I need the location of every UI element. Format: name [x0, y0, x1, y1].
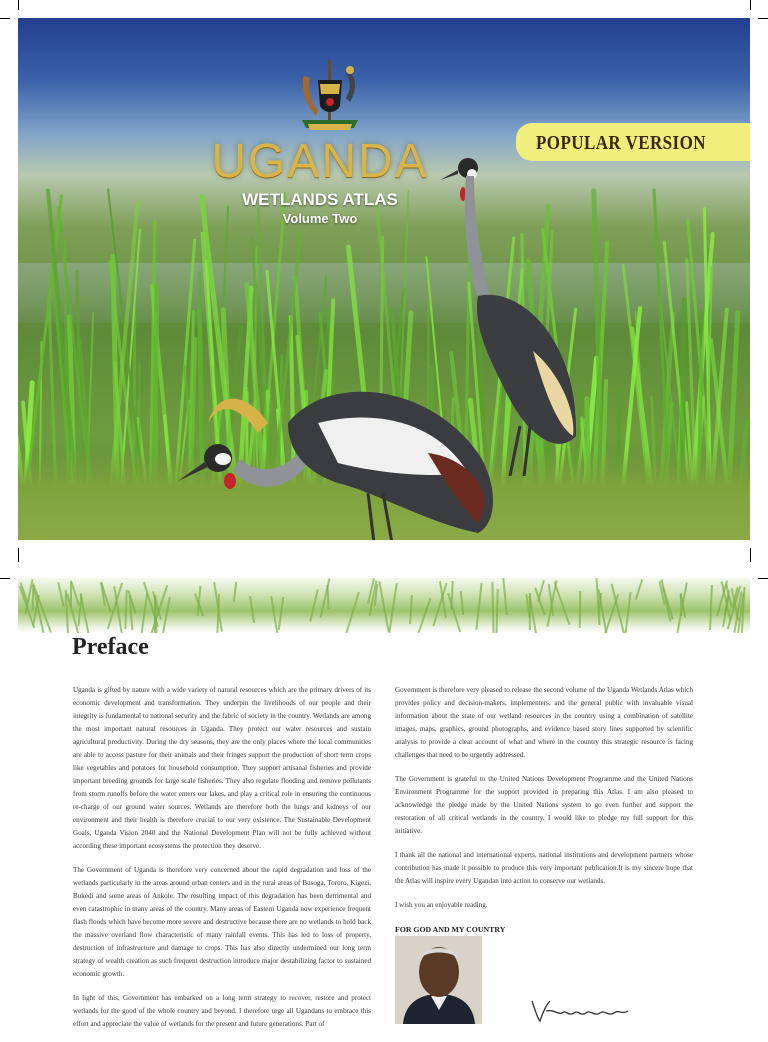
uganda-coat-of-arms-icon [290, 58, 370, 134]
preface-paragraph: The Government is grateful to the United Nations Development Programme and the United Nations Environment Programme for the support provided in preparing this Atlas. I am also pleased to acknowledge the pledge made by the United Nations system to go even further and support the restoration of all critical wetlands in the country. I would like to pledge my full support for this initiative. [395, 775, 693, 835]
motto: FOR GOD AND MY COUNTRY [395, 925, 506, 934]
crop-mark [18, 548, 19, 562]
portrait-photo-icon [395, 936, 482, 1024]
preface-right-column [395, 684, 693, 936]
banner-grass-blade [492, 582, 495, 633]
banner-grass-blade [379, 581, 390, 632]
banner-grass-blade [459, 591, 464, 615]
banner-grass-blade [415, 598, 432, 633]
crop-mark [750, 0, 751, 10]
preface-paragraph: I thank all the national and international experts, national institutions and development partners whose contribution has made it possible to produce this very important publication.It is my sincere hope that the Atlas will inspire every Ugandan into action to conserve our wetlands. [395, 851, 693, 885]
banner-grass-blade [495, 589, 499, 633]
preface-paragraph: Government is therefore very pleased to release the second volume of the Uganda Wetlands Atlas which provides policy and decision-makers, implementers, and the general public with invaluable visual information about the state of our wetland resources in the country using a combination of satellite images, maps, graphics, ground photographs, and evidence based story lines supported by scientific analysis to provide a clear account of what and where in the country this strategic resource is facing challenges that need to be urgently addressed. [395, 686, 693, 759]
banner-grass-blade [447, 593, 461, 632]
banner-grass-blade [475, 583, 482, 630]
preface-heading: Preface [72, 634, 149, 660]
crop-mark [758, 578, 768, 579]
cover-page [18, 18, 750, 540]
crowned-crane-feeding-illustration [178, 363, 518, 540]
banner-grass-blade [676, 582, 688, 633]
banner-grass-blade [578, 591, 580, 629]
banner-grass-blade [502, 578, 507, 615]
banner-grass-blade [327, 585, 330, 609]
preface-paragraph: The Government of Uganda is therefore very concerned about the rapid degradation and loss of the wetlands particularly in the areas around urban centers and in the rural areas of Busoga, Tororo, Kigezi, Bukedi and some areas of Ankole. The resulting impact of this degradation has been detrimental and even catastrophic in many areas of the country. Many areas of Eastern Uganda now experience frequent flash floods which have become more severe and destructive because there are no wetlands to hold back the massive overland flow characteristic of many rainfall events. This has led to loss of property, destruction of infrastructure and damage to crops. This has also directly undermined our long term strategy of wealth creation as such frequent destruction introduce major destabilizing factor to sustained economic growth. [73, 866, 371, 978]
signature-icon [528, 995, 638, 1024]
banner-grass-blade [554, 582, 571, 625]
banner-grass-blade [388, 583, 398, 633]
preface-paragraph: In light of this, Government has embarked on a long term strategy to recover, restore and protect wetlands for the good of the whole country and beyond. I therefore urge all Ugandans to embrace this effort and appreciate the value of wetlands for the present and future generations. Part of [73, 994, 371, 1028]
banner-grass-blade [409, 595, 413, 624]
crop-mark [758, 18, 768, 19]
grass-banner [18, 578, 750, 633]
cover-country-title: UGANDA [211, 135, 429, 188]
banner-grass-blade [625, 592, 632, 633]
cover-atlas-title: WETLANDS ATLAS [242, 190, 398, 209]
banner-grass-blade [344, 591, 360, 633]
preface-paragraph: I wish you an enjoyable reading. [395, 901, 488, 909]
banner-grass-blade [709, 585, 713, 630]
preface-paragraph: Uganda is gifted by nature with a wide variety of natural resources which are the primary drivers of its economic development and transformation. They underpin the livelihoods of our people and their integrity is fundamental to national security and the fabric of society in the country. Wetlands are among the most important natural resources in Uganda. They protect our water resources and sustain agricultural productivity. During the dry seasons, they are the only places where the local communities are able to access pasture for their animals and their fringes support the production of short term crops like vegetables and potatoes for household consumption. They support artisanal fisheries and provide important breeding grounds for large scale fisheries. They also regulate flooding and remove pollutants from storm runoffs before the water enters our lakes, and play a critical role in ensuring the continuous re-charge of our ground water sources. Wetlands are therefore both the lungs and kidneys of our environment and their health is therefore crucial to our very existence. The Sustainable Development Goals, Uganda Vision 2040 and the National Development Plan will not be fully achieved without according these important ecosystems the protection they deserve. [73, 686, 371, 850]
banner-grass-blade [450, 581, 454, 610]
crop-mark [0, 18, 10, 19]
banner-grass-blade [278, 597, 284, 630]
banner-grass-blade [124, 590, 127, 629]
popular-version-badge [516, 123, 750, 161]
banner-grass-blade [57, 582, 65, 607]
banner-grass-blade [232, 582, 237, 602]
banner-grass-blade [635, 579, 643, 600]
cover-volume: Volume Two [282, 211, 358, 226]
banner-grass-blade [249, 596, 255, 623]
banner-grass-blade [140, 593, 148, 633]
preface-left-column [73, 684, 371, 1042]
crop-mark [0, 578, 10, 579]
banner-grass-blade [309, 589, 318, 621]
crop-mark [18, 0, 19, 10]
popular-version-label: POPULAR VERSION [536, 132, 706, 154]
crop-mark [750, 548, 751, 562]
